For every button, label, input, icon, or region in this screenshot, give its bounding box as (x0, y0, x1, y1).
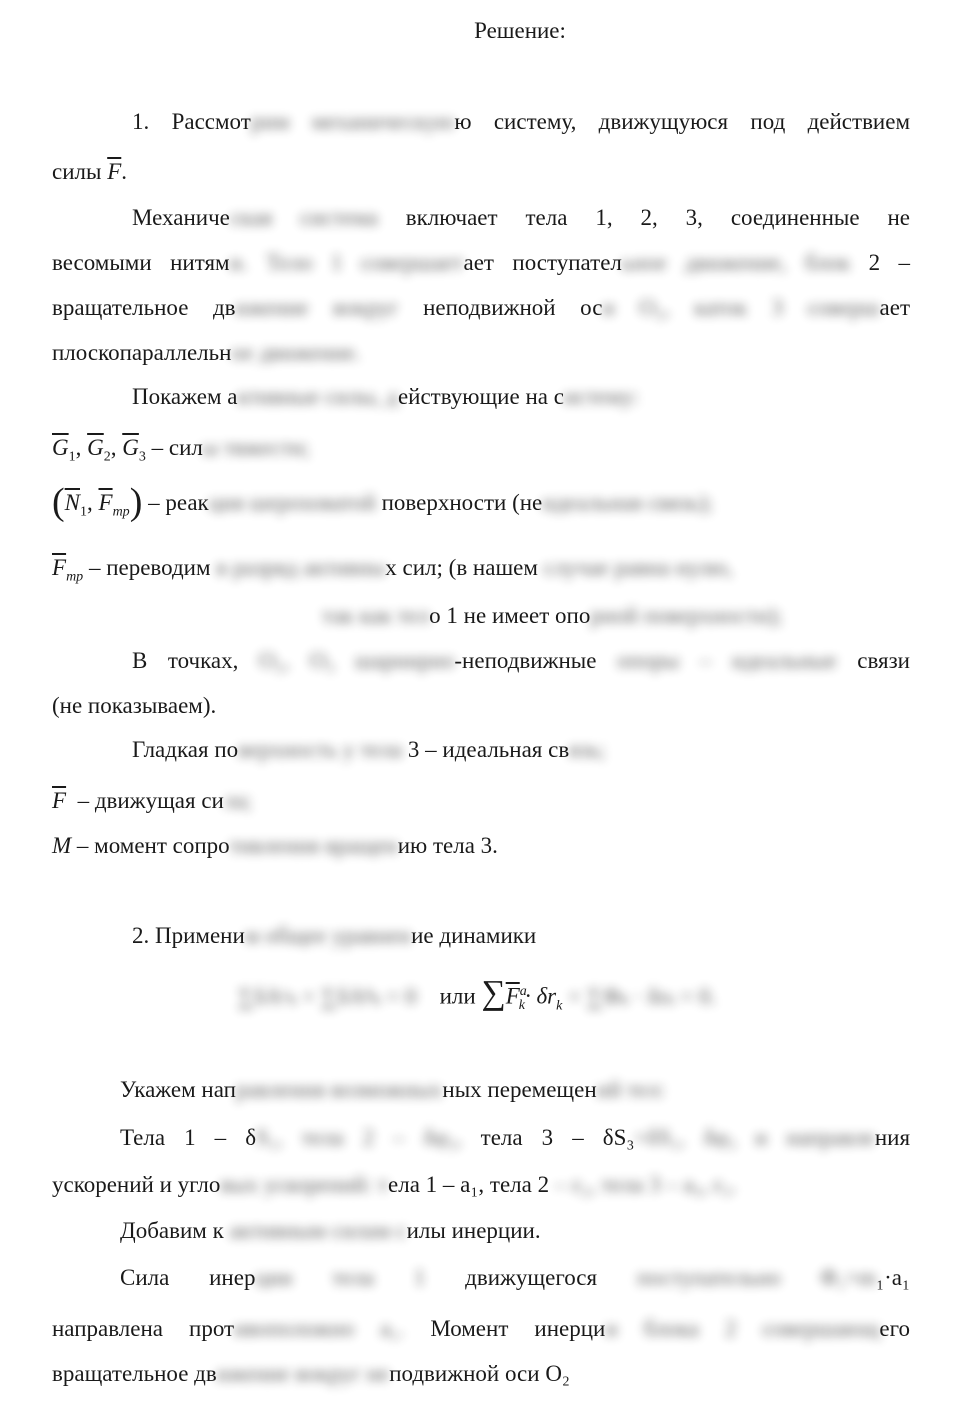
blurred-fragment: S₁, тела 2 – δφ₂, (256, 1125, 462, 1150)
text-fragment: ю систему, движущуюся под действием (454, 109, 910, 134)
text-line-23 (120, 1264, 910, 1292)
text-line-14 (132, 736, 605, 764)
text-fragment: движущегося (465, 1265, 598, 1290)
blurred-fragment: ция шероховатой (208, 490, 376, 515)
text-fragment: В точках, (132, 648, 239, 673)
text-fragment: – движущая си (77, 788, 224, 813)
force-symbol: $\overline{F}$ (52, 788, 67, 813)
blurred-fragment: равления возможных (235, 1077, 443, 1102)
blurred-fragment: ская система (230, 205, 378, 230)
text-line-9: ($\overline{N}_1$, $\overline{F}_{тр}$) – реакция шероховатой поверхности (неидеальная связь); (52, 481, 713, 523)
page-title: Решение: (474, 18, 566, 43)
subscript: k (518, 998, 525, 1014)
superscript: a (519, 984, 527, 999)
blurred-fragment: случае равна нулю, (543, 555, 733, 580)
text-fragment: силы (52, 159, 102, 184)
gravity-symbol: $\overline{G}$ (52, 435, 69, 460)
text-fragment: 1. Рассмот (132, 109, 252, 134)
blurred-fragment: так как тел (322, 603, 430, 628)
blurred-fragment: – ε₂, тела 3 – a₃, ε₃. (554, 1172, 737, 1197)
text-fragment: его (879, 1316, 910, 1341)
text-fragment: ие динамики (411, 923, 537, 948)
text-line-11 (322, 602, 782, 630)
force-symbol: $\overline{F}$ (505, 983, 520, 1009)
blurred-fragment: рим механическую (251, 109, 455, 134)
dynamics-equation (238, 972, 716, 1026)
text-fragment: ных перемещен (442, 1077, 597, 1102)
text-line-2 (52, 158, 127, 186)
text-fragment: направлена прот (52, 1316, 235, 1341)
text-fragment: ает (879, 295, 910, 320)
text-fragment: или (439, 983, 476, 1009)
blurred-fragment: в разряд активны (216, 555, 386, 580)
text-fragment: поверхности (не (381, 490, 543, 515)
blurred-fragment: рной поверхности); (590, 603, 783, 628)
text-line-21 (52, 1171, 737, 1199)
blurred-fragment: м общее уравнен (244, 923, 412, 948)
text-fragment: Сила (120, 1265, 170, 1290)
text-fragment: х сил; (в нашем (385, 555, 538, 580)
text-fragment: – реак (148, 490, 209, 515)
blurred-fragment: ∑δAᵃₖ + ∑δAᶲₖ = 0 (238, 983, 417, 1009)
text-fragment: ния (874, 1125, 911, 1150)
text-fragment: 3 – идеальная св (407, 737, 569, 762)
text-fragment: ускорений и угло (52, 1172, 221, 1197)
text-line-24 (52, 1315, 910, 1343)
blurred-fragment: идеальная связь); (542, 490, 713, 515)
sum-symbol: ∑ (481, 974, 506, 1012)
text-fragment: ₁·a₁ (876, 1265, 911, 1290)
text-fragment: ает поступател (463, 250, 622, 275)
blurred-fragment: и O₂, каток 3 соверш (602, 295, 880, 320)
text-line-6 (52, 339, 360, 367)
blurred-fragment: ое движение. (231, 340, 361, 365)
blurred-fragment: тивления вращен (229, 833, 398, 858)
text-fragment: вращательное дв (52, 295, 236, 320)
text-fragment: – сил (151, 435, 203, 460)
text-fragment: Добавим к (120, 1218, 224, 1243)
text-fragment: – переводим (88, 555, 211, 580)
friction-force-symbol: $\overline{F}$ (98, 490, 113, 515)
friction-force-symbol: $\overline{F}$ (52, 555, 67, 580)
text-line-15 (52, 787, 252, 815)
text-fragment: 2. Примени (132, 923, 245, 948)
force-symbol: $\overline{F}$ (107, 159, 122, 184)
text-line-3 (132, 204, 910, 232)
text-fragment: вращательное дв (52, 1361, 217, 1386)
blurred-fragment: и блока 2 совершающ (605, 1316, 880, 1341)
blurred-fragment: ции тела 1 (255, 1265, 426, 1290)
blurred-fragment: + ∑Φₖ · δrₖ = 0. (568, 983, 717, 1009)
text-line-13 (52, 692, 216, 720)
blurred-fragment: верхность у тела (238, 737, 403, 762)
text-fragment: Укажем нап (120, 1077, 236, 1102)
moment-symbol: M (52, 833, 72, 858)
text-line-17 (132, 922, 536, 950)
text-line-19 (120, 1076, 665, 1104)
text-line-7 (132, 383, 639, 411)
text-fragment: 2 – (868, 250, 911, 275)
text-line-20 (120, 1124, 910, 1152)
text-fragment: о 1 не имеет опо (429, 603, 591, 628)
subscript: тр (112, 504, 130, 520)
text-fragment: . (121, 159, 128, 184)
text-fragment: подвижной оси O₂ (389, 1361, 570, 1386)
text-fragment: -неподвижные (454, 648, 597, 673)
blurred-fragment: ы тяжести; (202, 435, 310, 460)
blurred-fragment: вых ускорений: т (220, 1172, 389, 1197)
text-fragment: Момент инерци (430, 1316, 606, 1341)
blurred-fragment: язь; (568, 737, 606, 762)
text-fragment: Механиче (132, 205, 231, 230)
text-fragment: связи (857, 648, 910, 673)
blurred-fragment: O₂, O₃ шарнирно (258, 648, 455, 673)
text-line-16 (52, 832, 498, 860)
blurred-fragment: ктивные силы, д (237, 384, 398, 409)
blurred-fragment: ижение вокруг (235, 295, 399, 320)
text-line-12 (132, 647, 910, 675)
text-fragment: – момент сопро (76, 833, 230, 858)
gravity-symbol: $\overline{G}$ (122, 435, 139, 460)
subscript: тр (66, 569, 84, 585)
text-fragment: Покажем а (132, 384, 238, 409)
text-fragment: неподвижной ос (423, 295, 603, 320)
blurred-fragment: и. Тело 1 совершает (229, 250, 464, 275)
text-line-5 (52, 294, 910, 322)
blurred-fragment: ла; (223, 788, 252, 813)
blurred-fragment: ьное движение, блок (621, 250, 851, 275)
text-line-25 (52, 1360, 570, 1388)
text-line-1 (132, 108, 910, 136)
blurred-fragment: ий тел: (596, 1077, 666, 1102)
gravity-symbol: $\overline{G}$ (87, 435, 104, 460)
subscript: k (556, 998, 563, 1014)
text-fragment: весомыми нитям (52, 250, 230, 275)
text-fragment: Гладкая по (132, 737, 239, 762)
text-fragment: ию тела 3. (397, 833, 498, 858)
blurred-fragment: ижение вокруг не (216, 1361, 390, 1386)
blurred-fragment: поступательно Φ₁=m (636, 1265, 877, 1290)
normal-force-symbol: $\overline{N}$ (64, 490, 80, 515)
text-line-22 (120, 1217, 541, 1245)
blurred-fragment: истему: (563, 384, 639, 409)
text-line-8: $\overline{G}_1$, $\overline{G}_2$, $\overline{G}_3$ – силы тяжести; (52, 435, 310, 465)
blurred-fragment: опоры – идеальные (617, 648, 837, 673)
blurred-fragment: активным силам с (229, 1218, 407, 1243)
text-fragment: илы инерции. (406, 1218, 541, 1243)
text-fragment: плоскопараллельн (52, 340, 232, 365)
text-fragment: инер (209, 1265, 256, 1290)
text-fragment: ействующие на с (397, 384, 564, 409)
text-fragment: включает тела 1, 2, 3, соединенные не (405, 205, 910, 230)
text-line-10 (52, 554, 733, 592)
text-fragment: · δr (524, 983, 557, 1009)
text-fragment: ела 1 – a₁, тела 2 (388, 1172, 550, 1197)
text-fragment: (не показываем). (52, 693, 217, 718)
text-line-4 (52, 249, 910, 277)
text-fragment: Тела 1 – δ (120, 1125, 257, 1150)
blurred-fragment: ивоположно a₁. (234, 1316, 405, 1341)
blurred-fragment: =δS₁, δφ₃ и направле (634, 1125, 875, 1150)
text-fragment: тела 3 – δS₃ (480, 1125, 635, 1150)
